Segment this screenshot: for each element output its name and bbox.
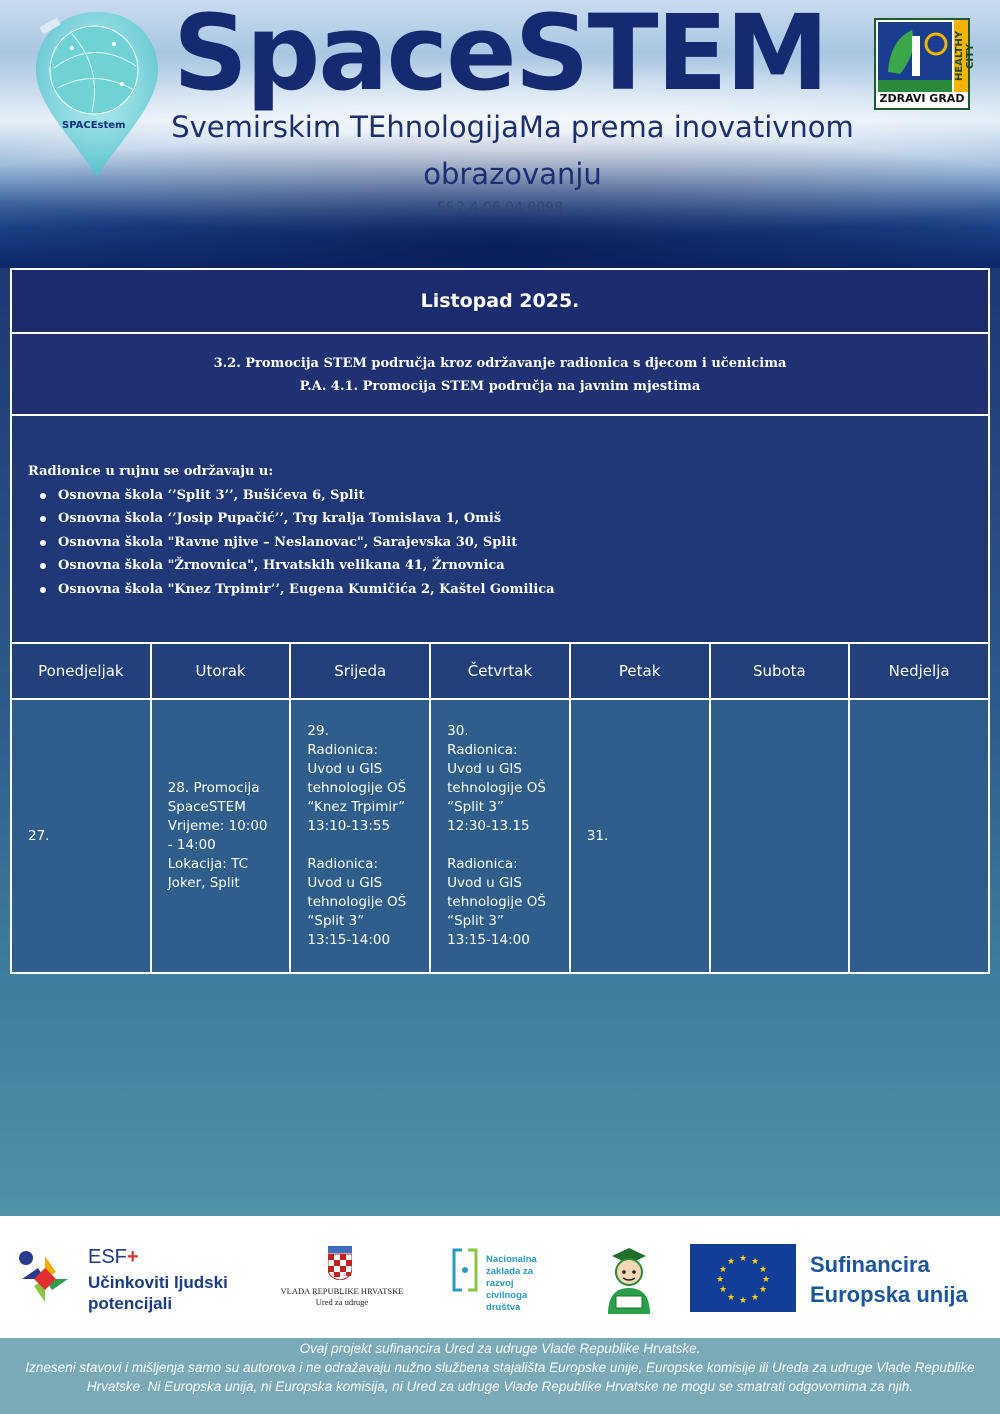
eu-text: Sufinancira Europska unija (810, 1252, 968, 1307)
svg-text:★: ★ (718, 1265, 728, 1275)
healthy-city-logo (874, 18, 976, 110)
nzrcd-text: Nacionalna zaklada za razvoj civilnoga društva (486, 1254, 537, 1313)
esf-plus: + (126, 1246, 139, 1268)
vlada-sub: Ured za udruge (315, 1297, 369, 1307)
eu-logo (690, 1244, 990, 1314)
list-item: Osnovna škola "Knez Trpimir’’, Eugena Kumičića 2, Kaštel Gomilica (38, 578, 988, 602)
svg-text:★: ★ (726, 1293, 736, 1303)
disclaimer-line: Ovaj projekt sufinancira Ured za udruge Vlade Republike Hrvatske. (299, 1341, 701, 1356)
svg-text:★: ★ (761, 1275, 771, 1285)
calendar-cell-text: 28. Promocija SpaceSTEM Vrijeme: 10:00 - 14:00 Lokacija: TC Joker, Split (167, 780, 268, 891)
vlada-name: VLADA REPUBLIKE HRVATSKE (280, 1286, 404, 1296)
month-heading-box (10, 268, 990, 334)
svg-text:★: ★ (738, 1296, 748, 1306)
calendar-cell-text: 27. (28, 827, 50, 844)
sponsor-logos (0, 1216, 1000, 1338)
calendar-week-row (11, 699, 989, 973)
esf-subtitle: Učinkoviti ljudski potencijali (88, 1273, 228, 1313)
svg-text:★: ★ (718, 1285, 728, 1295)
activity-line: P.A. 4.1. Promocija STEM područja na javnim mjestima (299, 379, 701, 394)
calendar-cell (710, 699, 850, 973)
calendar-header-row (11, 643, 989, 699)
calendar-cell (570, 699, 710, 973)
list-item: Osnovna škola ‘’Josip Pupačić’’, Trg kralja Tomislava 1, Omiš (38, 507, 988, 531)
day-header: Srijeda (290, 643, 430, 699)
header-banner (0, 0, 1000, 268)
vlada-text (278, 1286, 406, 1308)
day-header: Ponedjeljak (11, 643, 151, 699)
day-header: Subota (710, 643, 850, 699)
day-header: Nedjelja (849, 643, 989, 699)
calendar-cell (11, 699, 151, 973)
day-header: Utorak (151, 643, 291, 699)
list-item: Osnovna škola "Žrnovnica", Hrvatskih velikana 41, Žrnovnica (38, 554, 988, 578)
svg-text:★: ★ (715, 1275, 725, 1285)
list-item: Osnovna škola ‘’Split 3’’, Bušićeva 6, Split (38, 484, 988, 508)
calendar-cell (290, 699, 430, 973)
day-header: Četvrtak (430, 643, 570, 699)
calendar-table (10, 642, 990, 974)
disclaimer (0, 1338, 1000, 1414)
eu-flag-icon (690, 1244, 796, 1312)
croatian-crest-icon (328, 1246, 352, 1280)
activities-box (10, 332, 990, 416)
svg-text:★: ★ (750, 1257, 760, 1267)
day-header: Petak (570, 643, 710, 699)
svg-text:★: ★ (750, 1293, 760, 1303)
list-item: Osnovna škola "Ravne njive – Neslanovac", Sarajevska 30, Split (38, 531, 988, 555)
healthy-city-emblem-icon (878, 22, 952, 92)
page-title: SpaceSTEM (172, 0, 828, 114)
calendar-cell-text: 30. Radionica: Uvod u GIS tehnologije OŠ “Split 3” 12:30-13.15 Radionica: Uvod u GIS tehnologije OŠ “Split 3” 13:15-14:00 (447, 723, 546, 948)
graduate-icon (604, 1246, 654, 1314)
schools-box (10, 414, 990, 644)
schools-intro: Radionice u rujnu se održavaju u: (28, 464, 274, 479)
svg-text:★: ★ (738, 1254, 748, 1264)
disclaimer-line: Izneseni stavovi i mišljenja samo su autorova i ne odražavaju nužno službena stajališta Europske unije, Europske komisije ili Ureda za udruge Vlade Republike Hrvatske. Ni Europska unija, ni Europska komisija, ni Ured za udruge Vlade Republike Hrvatske ne mogu se smatrati odgovornima za njih. (25, 1360, 975, 1394)
calendar-cell (849, 699, 989, 973)
esf-pinwheel-icon (14, 1248, 76, 1310)
activity-line: 3.2. Promocija STEM područja kroz održavanje radionica s djecom i učenicima (213, 356, 787, 371)
svg-text:★: ★ (758, 1265, 768, 1275)
esf-title-text: ESF (88, 1246, 127, 1268)
calendar-cell (151, 699, 291, 973)
vlada-logo (278, 1246, 406, 1316)
svg-text:★: ★ (726, 1257, 736, 1267)
healthy-city-label: ZDRAVI GRAD (879, 92, 965, 105)
page-subtitle: Svemirskim TEhnologijaMa prema inovativnom obrazovanju (171, 110, 854, 191)
calendar-cell (430, 699, 570, 973)
calendar-cell-text: 31. (586, 827, 609, 844)
nzrcd-logo (452, 1246, 552, 1316)
calendar-cell-text: 29. Radionica: Uvod u GIS tehnologije OŠ “Knez Trpimir” 13:10-13:55 Radionica: Uvod u GIS tehnologije OŠ “Split 3” 13:15-14:00 (307, 723, 407, 948)
esf-title (88, 1246, 139, 1269)
healthy-city-side-label: HEALTHY CITY (954, 20, 968, 92)
esf-logo (14, 1246, 254, 1316)
bracket-icon (452, 1248, 478, 1292)
month-heading: Listopad 2025. (420, 290, 580, 312)
schools-list (38, 484, 988, 602)
project-code: SF.2.4.06.04.0098 (436, 200, 563, 216)
svg-text:★: ★ (758, 1285, 768, 1295)
pin-logo-text: SPACEstem (62, 120, 126, 131)
